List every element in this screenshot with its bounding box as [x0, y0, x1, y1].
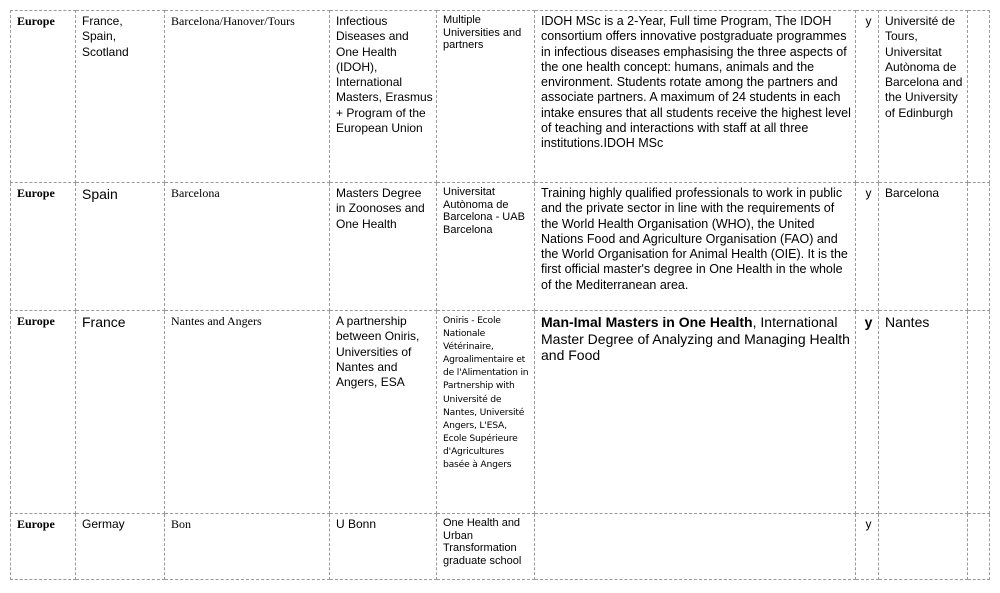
region-cell: Europe	[11, 514, 76, 580]
description-cell: IDOH MSc is a 2-Year, Full time Program, The IDOH consortium offers innovative postgraduate programmes in infectious diseases emphasising the three aspects of the one health concept: humans, animals and the environment. Students rotate among the partners and associate partners. A maximum of 24 students in each intake ensures that all students receive the highest level of teaching and interactions with staff at all three institutions.IDOH MSc	[535, 11, 856, 183]
table-row	[11, 514, 990, 580]
location-cell: Nantes	[879, 311, 968, 514]
location-cell: Barcelona	[879, 183, 968, 311]
country-cell: Spain	[76, 183, 165, 311]
flag-cell: y	[856, 514, 879, 580]
region-cell: Europe	[11, 183, 76, 311]
extra-cell	[968, 311, 990, 514]
city-cell: Nantes and Angers	[165, 311, 330, 514]
country-cell: Germay	[76, 514, 165, 580]
programs-table	[10, 10, 990, 580]
flag-cell: y	[856, 11, 879, 183]
city-cell: Barcelona/Hanover/Tours	[165, 11, 330, 183]
description-text: , International Master Degree of Analyzing and Managing Health and Food	[541, 314, 850, 363]
institution-cell: Universitat Autònoma de Barcelona - UAB Barcelona	[437, 183, 535, 311]
location-cell: Université de Tours, Universitat Autònoma de Barcelona and the University of Edinburgh	[879, 11, 968, 183]
program-cell: Masters Degree in Zoonoses and One Health	[330, 183, 437, 311]
extra-cell	[968, 514, 990, 580]
description-bold-title: Man-Imal Masters in One Health	[541, 314, 753, 330]
institution-cell: Oniris - Ecole Nationale Vétérinaire, Agroalimentaire et de l'Alimentation in Partnership with Université de Nantes, Université Angers, L'ESA, Ecole Supérieure d'Agricultures basée à Angers	[437, 311, 535, 514]
extra-cell	[968, 183, 990, 311]
institution-cell: Multiple Universities and partners	[437, 11, 535, 183]
country-cell: France	[76, 311, 165, 514]
city-cell: Bon	[165, 514, 330, 580]
description-cell: Training highly qualified professionals to work in public and the private sector in line with the requirements of the World Health Organisation (WHO), the United Nations Food and Agriculture Organisation (FAO) and the World Organisation for Animal Health (OIE). It is the first official master's degree in One Health in the whole of the Mediterranean area.	[535, 183, 856, 311]
table-row	[11, 11, 990, 183]
country-cell: France, Spain, Scotland	[76, 11, 165, 183]
description-cell	[535, 514, 856, 580]
flag-cell: y	[856, 183, 879, 311]
description-cell	[535, 311, 856, 514]
city-cell: Barcelona	[165, 183, 330, 311]
region-cell: Europe	[11, 11, 76, 183]
extra-cell	[968, 11, 990, 183]
program-cell: Infectious Diseases and One Health (IDOH), International Masters, Erasmus + Program of the European Union	[330, 11, 437, 183]
region-cell: Europe	[11, 311, 76, 514]
flag-cell: y	[856, 311, 879, 514]
table-row	[11, 183, 990, 311]
table-row	[11, 311, 990, 514]
program-cell: U Bonn	[330, 514, 437, 580]
program-cell: A partnership between Oniris, Universities of Nantes and Angers, ESA	[330, 311, 437, 514]
institution-cell: One Health and Urban Transformation graduate school	[437, 514, 535, 580]
location-cell	[879, 514, 968, 580]
